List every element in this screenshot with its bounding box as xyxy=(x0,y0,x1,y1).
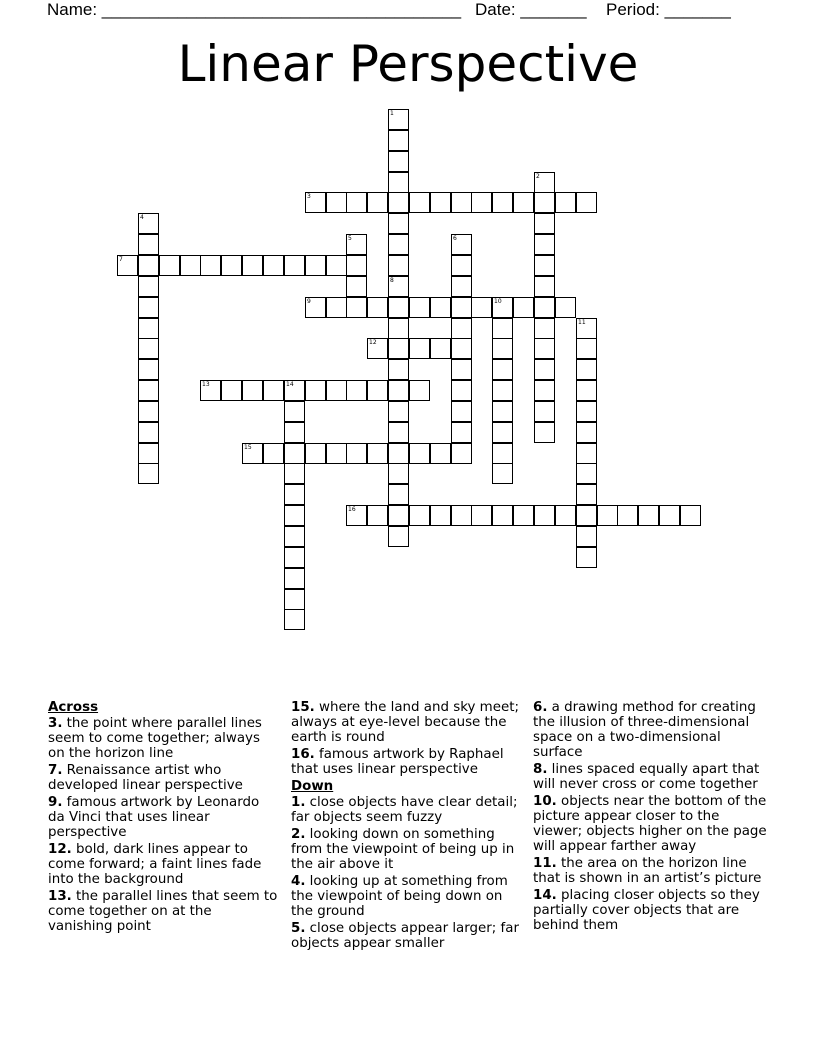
grid-cell[interactable] xyxy=(138,276,159,297)
grid-cell[interactable] xyxy=(180,255,201,276)
grid-cell[interactable] xyxy=(638,505,659,526)
grid-cell[interactable] xyxy=(138,338,159,359)
grid-cell[interactable] xyxy=(138,463,159,484)
grid-cell[interactable] xyxy=(534,172,555,193)
clue-number: 9 xyxy=(307,298,311,305)
grid-cell[interactable] xyxy=(409,443,430,464)
grid-cell[interactable] xyxy=(221,255,242,276)
grid-cell[interactable] xyxy=(492,401,513,422)
grid-cell[interactable] xyxy=(492,318,513,339)
grid-cell[interactable] xyxy=(388,505,409,526)
grid-cell[interactable] xyxy=(451,505,472,526)
grid-cell[interactable] xyxy=(284,609,305,630)
grid-cell[interactable] xyxy=(305,255,326,276)
grid-cell[interactable] xyxy=(305,380,326,401)
clue-across-13: 13. the parallel lines that seem to come together on at the vanishing point xyxy=(48,889,278,934)
clue-number: 4 xyxy=(140,214,144,221)
grid-cell[interactable] xyxy=(576,484,597,505)
grid-cell[interactable] xyxy=(597,505,618,526)
clue-across-12: 12. bold, dark lines appear to come forward; a faint lines fade into the background xyxy=(48,842,262,887)
grid-cell[interactable] xyxy=(326,297,347,318)
grid-cell[interactable] xyxy=(513,505,534,526)
grid-cell[interactable] xyxy=(555,505,576,526)
clue-number: 13 xyxy=(202,381,210,388)
grid-cell[interactable] xyxy=(451,380,472,401)
grid-cell[interactable] xyxy=(284,443,305,464)
grid-cell[interactable] xyxy=(534,213,555,234)
grid-cell[interactable] xyxy=(430,192,451,213)
grid-cell[interactable] xyxy=(534,359,555,380)
clue-number: 5 xyxy=(348,235,352,242)
grid-cell[interactable] xyxy=(388,401,409,422)
clue-down-8: 8. lines spaced equally apart that will never cross or come together xyxy=(533,762,760,792)
clue-number: 10 xyxy=(494,298,502,305)
grid-cell[interactable] xyxy=(430,338,451,359)
grid-cell[interactable] xyxy=(534,192,555,213)
grid-cell[interactable] xyxy=(138,401,159,422)
grid-cell[interactable] xyxy=(200,255,221,276)
down-heading: Down xyxy=(291,779,334,794)
grid-cell[interactable] xyxy=(388,255,409,276)
clue-number: 15 xyxy=(244,444,252,451)
grid-cell[interactable] xyxy=(576,359,597,380)
clue-number: 6 xyxy=(453,235,457,242)
grid-cell[interactable] xyxy=(680,505,701,526)
grid-cell[interactable] xyxy=(388,484,409,505)
grid-cell[interactable] xyxy=(388,151,409,172)
grid-cell[interactable] xyxy=(492,297,513,318)
grid-cell[interactable] xyxy=(492,463,513,484)
grid-cell[interactable] xyxy=(388,443,409,464)
grid-cell[interactable] xyxy=(492,443,513,464)
grid-cell[interactable] xyxy=(117,255,138,276)
grid-cell[interactable] xyxy=(305,443,326,464)
grid-cell[interactable] xyxy=(513,297,534,318)
grid-cell[interactable] xyxy=(326,443,347,464)
grid-cell[interactable] xyxy=(138,318,159,339)
clue-number: 8 xyxy=(390,277,394,284)
grid-cell[interactable] xyxy=(284,547,305,568)
grid-cell[interactable] xyxy=(388,276,409,297)
grid-cell[interactable] xyxy=(367,505,388,526)
grid-cell[interactable] xyxy=(388,422,409,443)
grid-cell[interactable] xyxy=(451,401,472,422)
clue-number: 2 xyxy=(536,173,540,180)
grid-cell[interactable] xyxy=(388,172,409,193)
clue-number: 14 xyxy=(286,381,294,388)
grid-cell[interactable] xyxy=(409,380,430,401)
grid-cell[interactable] xyxy=(555,192,576,213)
grid-cell[interactable] xyxy=(284,255,305,276)
grid-cell[interactable] xyxy=(388,526,409,547)
grid-cell[interactable] xyxy=(409,192,430,213)
grid-cell[interactable] xyxy=(346,380,367,401)
grid-cell[interactable] xyxy=(138,359,159,380)
grid-cell[interactable] xyxy=(263,380,284,401)
grid-cell[interactable] xyxy=(159,255,180,276)
grid-cell[interactable] xyxy=(471,297,492,318)
grid-cell[interactable] xyxy=(471,192,492,213)
clue-down-4: 4. looking up at something from the viewpoint of being down on the ground xyxy=(291,874,508,919)
grid-cell[interactable] xyxy=(576,401,597,422)
grid-cell[interactable] xyxy=(451,234,472,255)
grid-cell[interactable] xyxy=(200,380,221,401)
name-field: Name: ______________________________________ xyxy=(47,0,462,19)
grid-cell[interactable] xyxy=(388,297,409,318)
clue-down-11: 11. the area on the horizon line that is shown in an artist’s picture xyxy=(533,856,762,886)
grid-cell[interactable] xyxy=(534,380,555,401)
grid-cell[interactable] xyxy=(242,255,263,276)
grid-cell[interactable] xyxy=(305,297,326,318)
grid-cell[interactable] xyxy=(430,443,451,464)
grid-cell[interactable] xyxy=(451,422,472,443)
grid-cell[interactable] xyxy=(492,422,513,443)
grid-cell[interactable] xyxy=(534,505,555,526)
grid-cell[interactable] xyxy=(576,318,597,339)
grid-cell[interactable] xyxy=(555,297,576,318)
clue-across-3: 3. the point where parallel lines seem to come together; always on the horizon line xyxy=(48,716,262,761)
grid-cell[interactable] xyxy=(242,443,263,464)
grid-cell[interactable] xyxy=(326,255,347,276)
grid-cell[interactable] xyxy=(305,192,326,213)
grid-cell[interactable] xyxy=(221,380,242,401)
grid-cell[interactable] xyxy=(284,401,305,422)
grid-cell[interactable] xyxy=(284,505,305,526)
grid-cell[interactable] xyxy=(388,463,409,484)
grid-cell[interactable] xyxy=(367,192,388,213)
grid-cell[interactable] xyxy=(576,380,597,401)
grid-cell[interactable] xyxy=(534,234,555,255)
grid-cell[interactable] xyxy=(534,297,555,318)
grid-cell[interactable] xyxy=(138,213,159,234)
grid-cell[interactable] xyxy=(284,484,305,505)
clues-column-3 xyxy=(533,700,769,935)
clue-across-9: 9. famous artwork by Leonardo da Vinci that uses linear perspective xyxy=(48,795,260,840)
clues-column-1 xyxy=(48,700,280,936)
across-heading: Across xyxy=(48,700,99,715)
grid-cell[interactable] xyxy=(492,380,513,401)
clue-down-2: 2. looking down on something from the viewpoint of being up in the air above it xyxy=(291,827,515,872)
grid-cell[interactable] xyxy=(326,380,347,401)
grid-cell[interactable] xyxy=(284,589,305,610)
clue-down-5: 5. close objects appear larger; far objects appear smaller xyxy=(291,921,519,951)
grid-cell[interactable] xyxy=(534,318,555,339)
grid-cell[interactable] xyxy=(346,297,367,318)
clue-down-1: 1. close objects have clear detail; far objects seem fuzzy xyxy=(291,795,518,825)
grid-cell[interactable] xyxy=(263,443,284,464)
clues-column-2 xyxy=(291,700,527,953)
clue-across-16: 16. famous artwork by Raphael that uses linear perspective xyxy=(291,747,504,777)
grid-cell[interactable] xyxy=(471,505,492,526)
grid-cell[interactable] xyxy=(451,297,472,318)
grid-cell[interactable] xyxy=(284,422,305,443)
clue-down-14: 14. placing closer objects so they partially cover objects that are behind them xyxy=(533,888,760,933)
grid-cell[interactable] xyxy=(451,359,472,380)
grid-cell[interactable] xyxy=(367,380,388,401)
grid-cell[interactable] xyxy=(138,255,159,276)
grid-cell[interactable] xyxy=(138,422,159,443)
grid-cell[interactable] xyxy=(388,234,409,255)
grid-cell[interactable] xyxy=(409,505,430,526)
grid-cell[interactable] xyxy=(576,526,597,547)
grid-cell[interactable] xyxy=(284,380,305,401)
grid-cell[interactable] xyxy=(513,192,534,213)
grid-cell[interactable] xyxy=(346,276,367,297)
grid-cell[interactable] xyxy=(451,192,472,213)
grid-cell[interactable] xyxy=(138,234,159,255)
grid-cell[interactable] xyxy=(492,338,513,359)
grid-cell[interactable] xyxy=(451,443,472,464)
grid-cell[interactable] xyxy=(388,130,409,151)
clue-across-15: 15. where the land and sky meet; always at eye-level because the earth is round xyxy=(291,700,519,745)
clue-number: 12 xyxy=(369,339,377,346)
grid-cell[interactable] xyxy=(367,338,388,359)
grid-cell[interactable] xyxy=(326,192,347,213)
grid-cell[interactable] xyxy=(430,505,451,526)
grid-cell[interactable] xyxy=(534,338,555,359)
grid-cell[interactable] xyxy=(534,276,555,297)
grid-cell[interactable] xyxy=(534,255,555,276)
clue-number: 3 xyxy=(307,193,311,200)
grid-cell[interactable] xyxy=(576,463,597,484)
grid-cell[interactable] xyxy=(409,297,430,318)
clue-number: 11 xyxy=(578,319,586,326)
grid-cell[interactable] xyxy=(388,338,409,359)
grid-cell[interactable] xyxy=(138,297,159,318)
grid-cell[interactable] xyxy=(576,505,597,526)
grid-cell[interactable] xyxy=(534,422,555,443)
grid-cell[interactable] xyxy=(430,297,451,318)
grid-cell[interactable] xyxy=(451,318,472,339)
grid-cell[interactable] xyxy=(388,192,409,213)
grid-cell[interactable] xyxy=(409,338,430,359)
grid-cell[interactable] xyxy=(451,276,472,297)
grid-cell[interactable] xyxy=(576,422,597,443)
grid-cell[interactable] xyxy=(576,338,597,359)
grid-cell[interactable] xyxy=(388,109,409,130)
clue-down-10: 10. objects near the bottom of the picture appear closer to the viewer; objects higher on the page will appear farther away xyxy=(533,794,767,854)
grid-cell[interactable] xyxy=(346,192,367,213)
grid-cell[interactable] xyxy=(388,213,409,234)
grid-cell[interactable] xyxy=(492,192,513,213)
puzzle-title: Linear Perspective xyxy=(177,35,639,93)
grid-cell[interactable] xyxy=(284,463,305,484)
grid-cell[interactable] xyxy=(242,380,263,401)
grid-cell[interactable] xyxy=(346,505,367,526)
clue-number: 7 xyxy=(119,256,123,263)
grid-cell[interactable] xyxy=(367,297,388,318)
grid-cell[interactable] xyxy=(534,401,555,422)
clue-number: 1 xyxy=(390,110,394,117)
grid-cell[interactable] xyxy=(576,192,597,213)
clue-down-6: 6. a drawing method for creating the illusion of three-dimensional space on a two-dimensional surface xyxy=(533,700,756,760)
grid-cell[interactable] xyxy=(263,255,284,276)
grid-cell[interactable] xyxy=(367,443,388,464)
grid-cell[interactable] xyxy=(492,359,513,380)
grid-cell[interactable] xyxy=(284,568,305,589)
grid-cell[interactable] xyxy=(576,547,597,568)
grid-cell[interactable] xyxy=(388,318,409,339)
grid-cell[interactable] xyxy=(576,443,597,464)
grid-cell[interactable] xyxy=(492,505,513,526)
grid-cell[interactable] xyxy=(346,255,367,276)
grid-cell[interactable] xyxy=(617,505,638,526)
grid-cell[interactable] xyxy=(284,526,305,547)
grid-cell[interactable] xyxy=(346,443,367,464)
grid-cell[interactable] xyxy=(138,380,159,401)
grid-cell[interactable] xyxy=(451,255,472,276)
grid-cell[interactable] xyxy=(346,234,367,255)
date-field: Date: _______ xyxy=(475,0,587,19)
clue-across-7: 7. Renaissance artist who developed linear perspective xyxy=(48,763,243,793)
grid-cell[interactable] xyxy=(138,443,159,464)
grid-cell[interactable] xyxy=(388,380,409,401)
grid-cell[interactable] xyxy=(451,338,472,359)
grid-cell[interactable] xyxy=(659,505,680,526)
clue-number: 16 xyxy=(348,506,356,513)
period-field: Period: _______ xyxy=(606,0,731,19)
grid-cell[interactable] xyxy=(388,359,409,380)
